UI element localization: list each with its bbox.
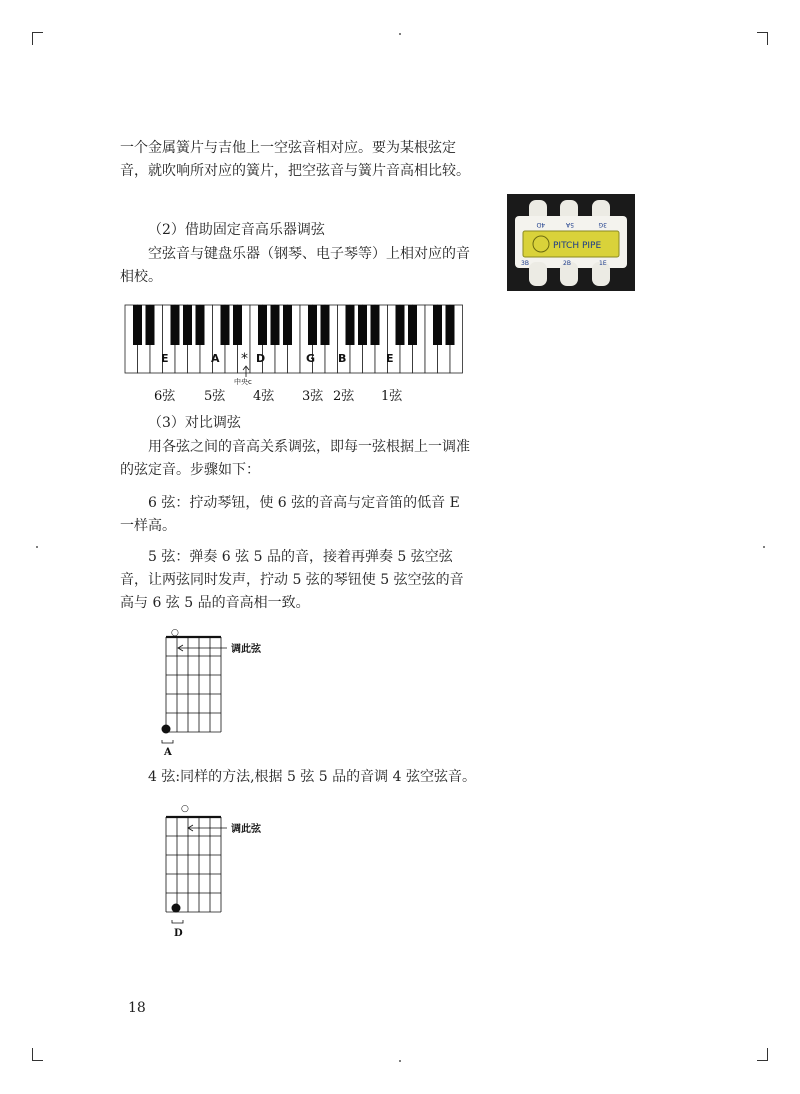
chord-diagram-string-5 [155, 624, 295, 762]
paragraph-string-5: 5 弦：弹奏 6 弦 5 品的音，接着再弹奏 5 弦空弦音，让两弦同时发声，拧动 5 弦的琴钮使 5 弦空弦的音高与 6 弦 5 品的音高相一致。 [120, 549, 464, 611]
crop-mark-bottom-right [757, 1048, 768, 1061]
black-key [408, 305, 417, 345]
bracket [162, 740, 173, 743]
black-key [196, 305, 205, 345]
middle-c-label: 中央c [234, 378, 252, 386]
keyboard-diagram [120, 303, 470, 415]
note-label-a: A [164, 747, 172, 758]
paragraph-string-6: 6 弦：拧动琴钮，使 6 弦的音高与定音笛的低音 E 一样高。 [120, 495, 460, 534]
black-key [271, 305, 280, 345]
page-number: 18 [128, 1000, 146, 1016]
key-label-e-high: E [386, 352, 394, 365]
key-label-d: D [256, 352, 266, 365]
pitch-pipe-bottom-number-2: 2B [563, 260, 571, 267]
black-key [371, 305, 380, 345]
crop-mark-top-left [32, 32, 43, 45]
paragraph-relative-tuning: 用各弦之间的音高关系调弦，即每一弦根据上一调准的弦定音。步骤如下： [120, 439, 470, 478]
registration-dot-right [763, 546, 765, 548]
note-label-d: D [174, 928, 183, 939]
key-label-a: A [211, 352, 220, 365]
black-key [258, 305, 267, 345]
black-key [233, 305, 242, 345]
key-label-e-low: E [161, 352, 169, 365]
paragraph-keyboard: 空弦音与键盘乐器（钢琴、电子琴等）上相对应的音相校。 [120, 246, 470, 285]
bracket [172, 920, 183, 923]
black-key [396, 305, 405, 345]
heading-comparison-tuning: （3）对比调弦 [148, 415, 241, 431]
pitch-pipe-top-number-3: 3G [598, 221, 607, 228]
black-key [221, 305, 230, 345]
registration-dot-bottom [399, 1060, 401, 1062]
fretboard-grid [166, 637, 221, 732]
key-label-middle-c-marker: * [241, 351, 248, 367]
string-label-5: 5弦 [204, 389, 226, 404]
string-label-1: 1弦 [381, 389, 403, 404]
black-key [358, 305, 367, 345]
black-key [446, 305, 455, 345]
pitch-pipe-top-number-2: 5A [566, 221, 574, 228]
key-label-b: B [338, 352, 347, 365]
black-key [171, 305, 180, 345]
black-key [346, 305, 355, 345]
paragraph-pitch-pipe-intro: 一个金属簧片与吉他上一空弦音相对应。要为某根弦定音，就吹响所对应的簧片，把空弦音与簧片音高相比较。 [120, 140, 470, 179]
pitch-pipe-photo [507, 194, 635, 291]
black-key [321, 305, 330, 345]
paragraph-string-4: 4 弦:同样的方法,根据 5 弦 5 品的音调 4 弦空弦音。 [148, 769, 476, 785]
string-label-3: 3弦 [302, 389, 324, 404]
chord-diagram-string-4 [155, 802, 295, 942]
pitch-pipe-label: PITCH PIPE [553, 241, 602, 251]
black-key [433, 305, 442, 345]
crop-mark-bottom-left [32, 1048, 43, 1061]
crop-mark-top-right [757, 32, 768, 45]
open-string-marker: ○ [171, 628, 179, 638]
fretboard-grid [166, 817, 221, 912]
string-label-4: 4弦 [253, 389, 275, 404]
tune-this-string-label: 调此弦 [231, 824, 261, 835]
registration-dot-top [399, 33, 401, 35]
black-key [146, 305, 155, 345]
pitch-pipe-bottom-number-3: 1E [599, 260, 607, 267]
string-label-2: 2弦 [333, 389, 355, 404]
registration-dot-left [36, 546, 38, 548]
heading-fixed-pitch: （2）借助固定音高乐器调弦 [148, 222, 325, 238]
key-label-g: G [306, 352, 316, 365]
black-key [133, 305, 142, 345]
tune-this-string-label: 调此弦 [231, 644, 261, 655]
pitch-pipe-top-number-1: 4D [536, 221, 545, 228]
string-label-6: 6弦 [154, 389, 176, 404]
fret-dot [162, 725, 171, 734]
pitch-pipe-bottom-number-1: 3B [521, 260, 529, 267]
black-key [283, 305, 292, 345]
black-key [308, 305, 317, 345]
open-string-marker: ○ [181, 804, 189, 814]
fret-dot [172, 904, 181, 913]
black-key [183, 305, 192, 345]
